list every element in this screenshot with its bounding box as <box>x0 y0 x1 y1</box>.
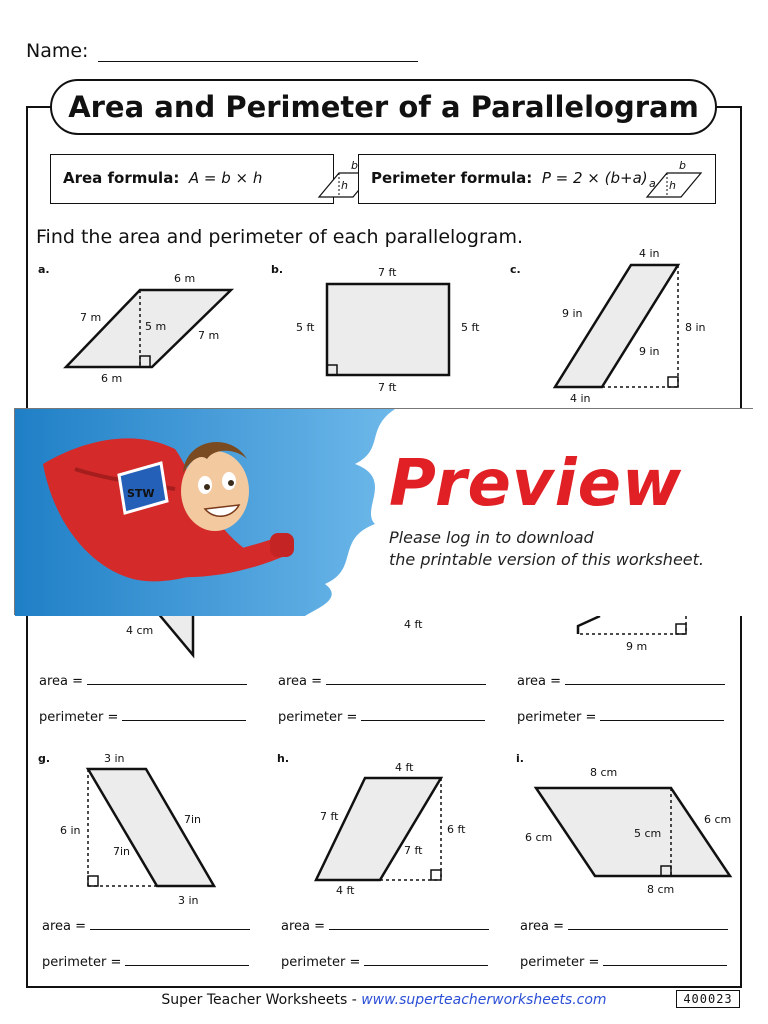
perimeter-label: perimeter = <box>42 955 122 970</box>
name-label: Name: <box>26 40 89 62</box>
perimeter-label: perimeter = <box>520 955 600 970</box>
g-right-label: 7in <box>184 813 202 826</box>
a-top-label: 6 m <box>174 272 196 285</box>
worksheet-title: Area and Perimeter of a Parallelogram <box>50 79 717 135</box>
preview-message <box>389 527 704 571</box>
footer-brand: Super Teacher Worksheets - <box>161 992 362 1008</box>
area-answer-blank[interactable] <box>90 929 250 930</box>
a-height-label: 5 m <box>145 320 167 333</box>
icon-label-h: h <box>669 179 676 192</box>
i-top-label: 8 cm <box>590 766 618 779</box>
answer-area-e <box>278 674 486 689</box>
area-label: area = <box>278 674 323 689</box>
problem-c-letter: c. <box>510 263 521 276</box>
perimeter-answer-blank[interactable] <box>603 965 727 966</box>
perimeter-answer-blank[interactable] <box>122 720 246 721</box>
answer-perimeter-f <box>517 710 724 725</box>
area-formula-expression: A = b × h <box>188 169 263 187</box>
c-height-label: 8 in <box>685 321 706 334</box>
footer <box>0 992 768 1008</box>
answer-area-f <box>517 674 725 689</box>
area-answer-blank[interactable] <box>329 929 489 930</box>
problem-a-letter: a. <box>38 263 50 276</box>
g-left-label: 6 in <box>60 824 81 837</box>
problem-b-letter: b. <box>271 263 284 276</box>
a-left-label: 7 m <box>80 311 102 324</box>
preview-line-2: the printable version of this worksheet. <box>389 550 704 569</box>
i-bottom-label: 8 cm <box>647 883 675 896</box>
b-bottom-label: 7 ft <box>378 381 397 394</box>
area-answer-blank[interactable] <box>326 684 486 685</box>
c-inner-label: 9 in <box>639 345 660 358</box>
row1-figures <box>0 247 768 405</box>
mascot-badge-text: STW <box>127 487 155 500</box>
h-inner-label: 7 ft <box>404 844 423 857</box>
area-answer-blank[interactable] <box>565 684 725 685</box>
parallelogram-f <box>578 616 600 634</box>
d-bottom-label: 4 cm <box>126 624 154 637</box>
area-label: area = <box>281 919 326 934</box>
problem-h-letter: h. <box>277 752 290 765</box>
perimeter-answer-blank[interactable] <box>125 965 249 966</box>
i-left-label: 6 cm <box>525 831 553 844</box>
icon-label-b: b <box>679 159 686 172</box>
answer-perimeter-i <box>520 955 727 970</box>
icon-label-h: h <box>341 179 348 192</box>
perimeter-answer-blank[interactable] <box>361 720 485 721</box>
rectangle-b <box>327 284 449 375</box>
b-right-label: 5 ft <box>461 321 480 334</box>
a-bottom-label: 6 m <box>101 372 123 385</box>
area-answer-blank[interactable] <box>87 684 247 685</box>
c-top-label: 4 in <box>639 247 660 260</box>
perimeter-label: perimeter = <box>281 955 361 970</box>
b-left-label: 5 ft <box>296 321 315 334</box>
g-top-label: 3 in <box>104 752 125 765</box>
g-bottom-label: 3 in <box>178 894 199 907</box>
i-height-label: 5 cm <box>634 827 662 840</box>
perimeter-formula-label: Perimeter formula: <box>371 169 533 187</box>
answer-area-h <box>281 919 489 934</box>
f-bottom-label: 9 m <box>626 640 648 653</box>
i-right-label: 6 cm <box>704 813 732 826</box>
area-formula-box <box>50 154 358 204</box>
e-bottom-label: 4 ft <box>404 618 423 631</box>
area-label: area = <box>520 919 565 934</box>
row3-figures <box>0 745 768 910</box>
answer-perimeter-d <box>39 710 246 725</box>
perimeter-label: perimeter = <box>39 710 119 725</box>
a-right-label: 7 m <box>198 329 220 342</box>
h-bottom-label: 4 ft <box>336 884 355 897</box>
area-formula-label: Area formula: <box>63 169 180 187</box>
area-label: area = <box>517 674 562 689</box>
worksheet-code: 400023 <box>676 990 740 1008</box>
area-label: area = <box>42 919 87 934</box>
b-top-label: 7 ft <box>378 266 397 279</box>
g-inner-label: 7in <box>113 845 131 858</box>
answer-area-d <box>39 674 247 689</box>
perimeter-answer-blank[interactable] <box>600 720 724 721</box>
preview-banner <box>14 408 753 615</box>
parallelogram-h <box>316 778 441 880</box>
footer-site-link[interactable]: www.superteacherworksheets.com <box>361 992 607 1008</box>
perimeter-label: perimeter = <box>517 710 597 725</box>
answer-area-g <box>42 919 250 934</box>
perimeter-label: perimeter = <box>278 710 358 725</box>
name-input-line[interactable] <box>98 61 418 62</box>
answer-area-i <box>520 919 728 934</box>
problem-g-letter: g. <box>38 752 51 765</box>
preview-line-1: Please log in to download <box>389 528 594 547</box>
parallelogram-c <box>555 265 678 387</box>
area-label: area = <box>39 674 84 689</box>
parallelogram-d <box>157 612 193 655</box>
area-answer-blank[interactable] <box>568 929 728 930</box>
problem-i-letter: i. <box>516 752 524 765</box>
answer-perimeter-e <box>278 710 485 725</box>
perimeter-formula-box <box>358 154 716 204</box>
perimeter-formula-expression: P = 2 × (b+a) <box>541 169 648 187</box>
answer-perimeter-g <box>42 955 249 970</box>
icon-label-b: b <box>351 159 358 172</box>
c-bottom-label: 4 in <box>570 392 591 405</box>
h-height-label: 6 ft <box>447 823 466 836</box>
parallelogram-g <box>88 769 214 886</box>
h-left-label: 7 ft <box>320 810 339 823</box>
answer-perimeter-h <box>281 955 488 970</box>
parallelogram-icon <box>641 161 711 203</box>
c-left-label: 9 in <box>562 307 583 320</box>
h-top-label: 4 ft <box>395 761 414 774</box>
perimeter-answer-blank[interactable] <box>364 965 488 966</box>
parallelogram-i <box>536 788 730 876</box>
preview-heading: Preview <box>389 447 683 521</box>
icon-label-a: a <box>649 177 656 190</box>
instructions: Find the area and perimeter of each parallelogram. <box>36 226 523 248</box>
